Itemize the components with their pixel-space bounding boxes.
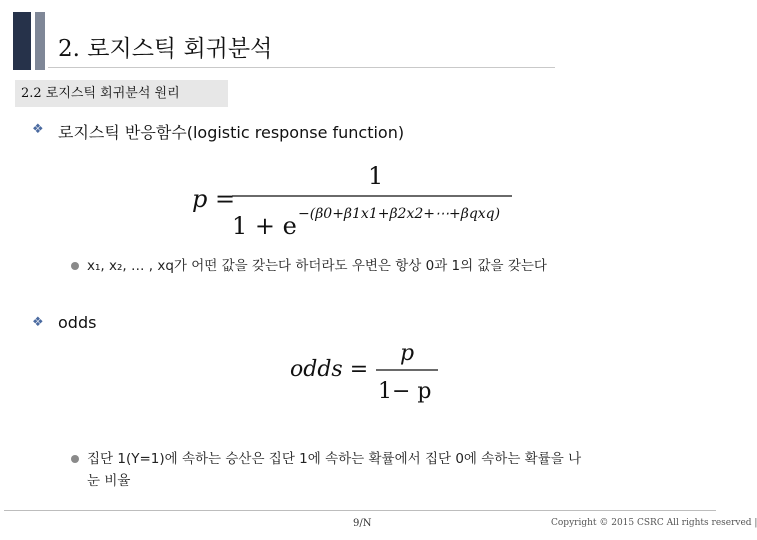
round-bullet-icon xyxy=(71,455,79,463)
diamond-bullet-icon: ❖ xyxy=(32,122,44,137)
logistic-formula xyxy=(186,158,521,244)
odds-denominator: 1− p xyxy=(378,379,432,404)
formula-exponent: −(β0+β1x1+β2x2+⋯+βqxq) xyxy=(298,206,501,222)
odds-numerator: p xyxy=(400,341,415,366)
header-accent-bar-light xyxy=(35,12,45,70)
odds-note-line2: 눈 비율 xyxy=(87,473,131,489)
formula-numerator: 1 xyxy=(368,162,384,190)
section-label: 2.2 로지스틱 회귀분석 원리 xyxy=(15,80,228,107)
logistic-heading: 로지스틱 반응함수(logistic response function) xyxy=(58,123,405,142)
copyright-text: Copyright © 2015 CSRC All rights reserved | xyxy=(551,518,757,528)
formula-denominator-base: 1 + e xyxy=(232,212,297,240)
diamond-bullet-icon: ❖ xyxy=(32,315,44,330)
page-title: 2. 로지스틱 회귀분석 xyxy=(58,36,273,62)
odds-heading: odds xyxy=(58,313,97,332)
logistic-note: x₁, x₂, … , xq가 어떤 값을 갖는다 하더라도 우변은 항상 0과 1의 값을 갖는다 xyxy=(87,258,547,274)
odds-lhs: odds = xyxy=(290,357,369,382)
title-divider xyxy=(48,67,555,68)
page-number: 9/N xyxy=(353,518,372,529)
round-bullet-icon xyxy=(71,262,79,270)
header-accent-bar-dark xyxy=(13,12,31,70)
odds-formula xyxy=(286,336,446,408)
formula-lhs: p = xyxy=(192,185,236,213)
odds-note-line1: 집단 1(Y=1)에 속하는 승산은 집단 1에 속하는 확률에서 집단 0에 속하는 확률을 나 xyxy=(87,451,582,467)
footer-divider xyxy=(4,510,716,511)
